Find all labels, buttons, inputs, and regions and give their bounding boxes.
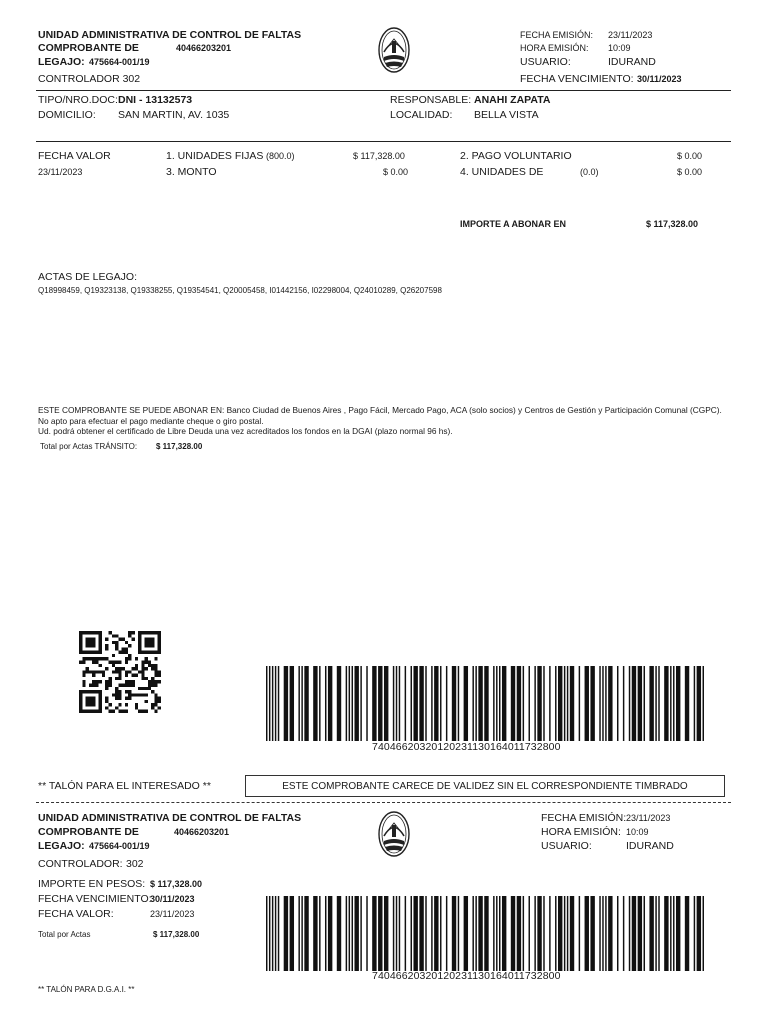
- legajo-label: LEGAJO:: [38, 56, 85, 68]
- barcode: [266, 666, 704, 741]
- stub-city-seal-icon: [378, 811, 410, 857]
- localidad-label: LOCALIDAD:: [390, 109, 453, 121]
- fecha-valor-value: 23/11/2023: [38, 167, 83, 177]
- item2-label: 2. PAGO VOLUNTARIO: [460, 150, 572, 162]
- stub-importe-value: $ 117,328.00: [150, 879, 203, 889]
- importe-value: $ 117,328.00: [646, 219, 699, 229]
- barcode-number: 74046620320120231130164011732800: [372, 741, 561, 753]
- item1-qty: (800.0): [266, 151, 295, 161]
- item1-amount: $ 117,328.00: [353, 151, 405, 161]
- importe-label: IMPORTE A ABONAR EN: [460, 219, 567, 229]
- tipo-doc-label: TIPO/NRO.DOC:: [38, 94, 118, 106]
- item3-amount: $ 0.00: [383, 167, 409, 177]
- cut-line: [36, 802, 731, 803]
- item4-qty: (0.0): [580, 167, 599, 177]
- localidad-value: BELLA VISTA: [474, 109, 539, 121]
- talon-dgai: ** TALÓN PARA D.G.A.I. **: [38, 985, 135, 994]
- stub-barcode: [266, 896, 704, 971]
- item1-label: 1. UNIDADES FIJAS: [166, 150, 264, 162]
- responsable-value: ANAHI ZAPATA: [474, 94, 551, 106]
- fecha-vencimiento-label: FECHA VENCIMIENTO:: [520, 73, 634, 85]
- comprobante-label: COMPROBANTE DE: [38, 42, 139, 54]
- stub-usuario-label: USUARIO:: [541, 840, 592, 852]
- fecha-emision-label: FECHA EMISIÓN:: [520, 30, 594, 40]
- stub-total-label: Total por Actas: [38, 930, 91, 939]
- fecha-vencimiento-value: 30/11/2023: [637, 74, 682, 84]
- city-seal-icon: [378, 27, 410, 73]
- actas-label: ACTAS DE LEGAJO:: [38, 271, 137, 283]
- item3-label: 3. MONTO: [166, 166, 217, 178]
- transito-label: Total por Actas TRÁNSITO:: [40, 442, 138, 451]
- comprobante-number: 40466203201: [176, 43, 232, 53]
- person-divider: [36, 141, 731, 142]
- stub-comprobante-number: 40466203201: [174, 827, 230, 837]
- stub-legajo-label: LEGAJO:: [38, 840, 85, 852]
- responsable-label: RESPONSABLE:: [390, 94, 472, 106]
- stub-legajo-value: 475664-001/19: [89, 841, 150, 851]
- stub-controlador-label: CONTROLADOR:: [38, 858, 123, 870]
- stub-fecha-emision-value: 23/11/2023: [626, 813, 671, 823]
- stub-comprobante-label: COMPROBANTE DE: [38, 826, 139, 838]
- stamp-notice: ESTE COMPROBANTE CARECE DE VALIDEZ SIN EL CORRESPONDIENTE TIMBRADO: [245, 775, 725, 797]
- stub-office-title: UNIDAD ADMINISTRATIVA DE CONTROL DE FALTAS: [38, 812, 302, 824]
- item4-amount: $ 0.00: [677, 167, 703, 177]
- fecha-emision-value: 23/11/2023: [608, 30, 653, 40]
- stub-valor-label: FECHA VALOR:: [38, 908, 114, 920]
- talon-interesado: ** TALÓN PARA EL INTERESADO **: [38, 780, 211, 792]
- item4-label: 4. UNIDADES DE: [460, 166, 544, 178]
- libre-deuda-notice: Ud. podrá obtener el certificado de Libre Deuda una vez acreditados los fondos en la DGAI (plazo normal 96 hs).: [38, 426, 453, 436]
- stub-usuario-value: IDURAND: [626, 840, 674, 852]
- header-divider: [36, 90, 731, 91]
- office-title: UNIDAD ADMINISTRATIVA DE CONTROL DE FALTAS: [38, 29, 302, 41]
- hora-emision-label: HORA EMISIÓN:: [520, 43, 589, 53]
- hora-emision-value: 10:09: [608, 43, 631, 53]
- stub-valor-value: 23/11/2023: [150, 909, 195, 919]
- qr-code: [79, 631, 161, 713]
- controlador: CONTROLADOR 302: [38, 73, 141, 85]
- stub-vencimiento-value: 30/11/2023: [150, 894, 195, 904]
- legajo-value: 475664-001/19: [89, 57, 150, 67]
- fecha-valor-label: FECHA VALOR: [38, 150, 111, 162]
- item2-amount: $ 0.00: [677, 151, 703, 161]
- usuario-value: IDURAND: [608, 56, 656, 68]
- payment-notice: ESTE COMPROBANTE SE PUEDE ABONAR EN: Banco Ciudad de Buenos Aires , Pago Fácil, Mercado Pago, ACA (solo socios) y Centros de Gestión y Participación Comunal (CGPC). No apto para efectuar el pago mediante cheque o giro postal.: [38, 405, 722, 426]
- stub-hora-emision-label: HORA EMISIÓN:: [541, 826, 621, 838]
- stub-importe-label: IMPORTE EN PESOS:: [38, 878, 146, 890]
- stub-vencimiento-label: FECHA VENCIMIENTO:: [38, 893, 152, 905]
- stub-fecha-emision-label: FECHA EMISIÓN:: [541, 812, 627, 824]
- usuario-label: USUARIO:: [520, 56, 571, 68]
- actas-list: Q18998459, Q19323138, Q19338255, Q19354541, Q20005458, I01442156, I02298004, Q24010289, Q26207598: [38, 286, 442, 295]
- stub-controlador-value: 302: [126, 858, 144, 870]
- stub-total-value: $ 117,328.00: [153, 930, 200, 939]
- tipo-doc-value: DNI - 13132573: [118, 94, 193, 106]
- transito-value: $ 117,328.00: [156, 442, 203, 451]
- stub-hora-emision-value: 10:09: [626, 827, 649, 837]
- domicilio-value: SAN MARTIN, AV. 1035: [118, 109, 230, 121]
- domicilio-label: DOMICILIO:: [38, 109, 96, 121]
- stub-barcode-number: 74046620320120231130164011732800: [372, 970, 561, 982]
